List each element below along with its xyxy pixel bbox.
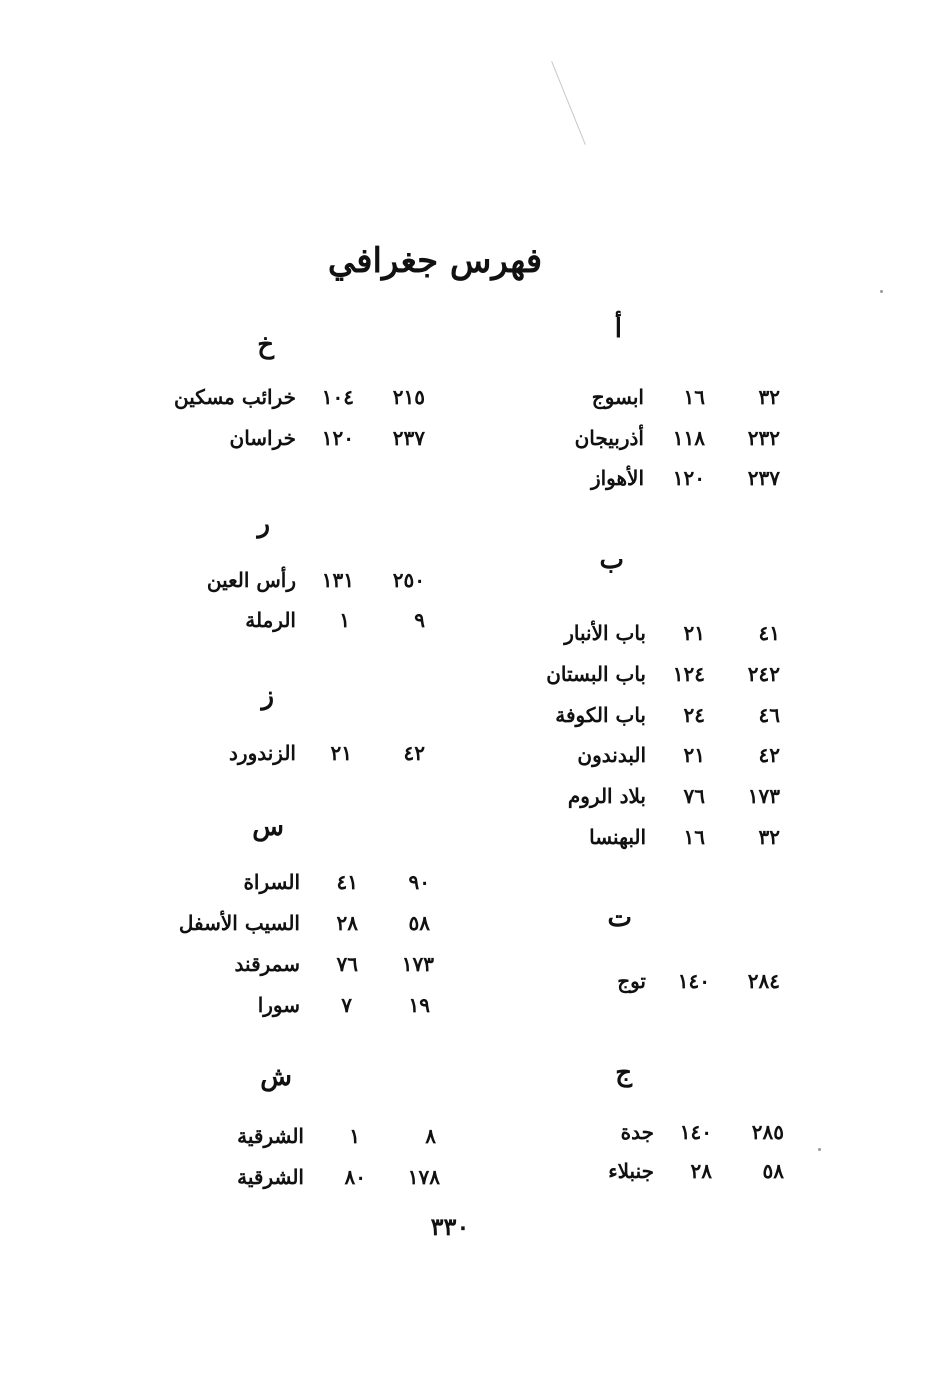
entry-page: ١٣١ [321, 568, 354, 592]
entry-name: باب البستان [546, 662, 646, 686]
entry-name: توج [617, 969, 646, 993]
entry-ref: ٤٢ [758, 743, 780, 767]
entry-name: الشرقية [237, 1124, 304, 1148]
entry-page: ٧ [341, 993, 352, 1017]
entry-name: سمرقند [234, 952, 300, 976]
entry-name: السراة [243, 870, 300, 894]
index-entry [150, 605, 470, 635]
entry-ref: ١٧٨ [407, 1165, 440, 1189]
index-entry [470, 1156, 810, 1186]
section-letter: ز [261, 681, 274, 711]
entry-ref: ٤١ [758, 621, 780, 645]
entry-ref: ٥٨ [408, 911, 430, 935]
entry-ref: ٢٣٧ [392, 426, 425, 450]
index-entry [470, 781, 810, 811]
entry-page: ٢١ [683, 743, 705, 767]
index-entry [150, 990, 470, 1020]
page-title: فهرس جغرافي [327, 240, 543, 281]
entry-name: رأس العين [206, 568, 296, 592]
entry-page: ١ [349, 1124, 360, 1148]
entry-name: الشرقية [237, 1165, 304, 1189]
section-letter: ر [257, 509, 270, 539]
entry-name: جدة [620, 1120, 654, 1144]
entry-name: الأهواز [590, 466, 644, 490]
entry-page: ١٤٠ [679, 1120, 712, 1144]
page-number: ٣٣٠ [430, 1212, 470, 1241]
index-entry [470, 700, 810, 730]
index-entry [470, 822, 810, 852]
entry-page: ٢٨ [336, 911, 358, 935]
index-entry [470, 966, 810, 996]
section-letter: ش [260, 1062, 292, 1092]
entry-ref: ٢٨٤ [747, 969, 780, 993]
index-entry [470, 1117, 810, 1147]
index-entry [470, 740, 810, 770]
index-entry [150, 738, 470, 768]
scan-dot [880, 290, 883, 293]
entry-ref: ٩ [414, 608, 425, 632]
entry-ref: ٣٢ [758, 825, 780, 849]
section-letter: ب [599, 545, 624, 575]
entry-name: باب الكوفة [555, 703, 646, 727]
entry-name: البهنسا [589, 825, 646, 849]
entry-page: ١٠٤ [321, 385, 354, 409]
scan-dot [818, 1148, 821, 1151]
entry-page: ٤١ [336, 870, 358, 894]
entry-name: باب الأنبار [564, 621, 646, 645]
index-entry [150, 1162, 470, 1192]
index-entry [470, 659, 810, 689]
entry-name: ابسوج [591, 385, 644, 409]
entry-page: ١١٨ [672, 426, 705, 450]
entry-name: البدندون [577, 743, 646, 767]
section-letter: خ [257, 330, 274, 360]
entry-ref: ٢١٥ [392, 385, 425, 409]
index-entry [150, 949, 470, 979]
entry-page: ١٢٠ [321, 426, 354, 450]
entry-ref: ١٩ [408, 993, 430, 1017]
entry-ref: ٤٦ [758, 703, 780, 727]
entry-page: ٨٠ [344, 1165, 366, 1189]
index-entry [150, 565, 470, 595]
entry-name: بلاد الروم [567, 784, 646, 808]
section-letter: ت [607, 903, 632, 933]
entry-page: ١٢٤ [672, 662, 705, 686]
entry-page: ١٢٠ [672, 466, 705, 490]
entry-ref: ١٧٣ [747, 784, 780, 808]
section-letter: أ [614, 314, 622, 344]
section-letter: س [252, 812, 284, 842]
entry-name: خراسان [229, 426, 296, 450]
index-entry [470, 463, 810, 493]
entry-name: خرائب مسكين [174, 385, 296, 409]
index-entry [470, 423, 810, 453]
index-entry [470, 618, 810, 648]
entry-ref: ١٧٣ [401, 952, 434, 976]
entry-page: ٢٤ [683, 703, 705, 727]
index-entry [150, 908, 470, 938]
entry-ref: ٩٠ [408, 870, 430, 894]
entry-page: ٢٨ [690, 1159, 712, 1183]
scan-mark [551, 61, 586, 145]
entry-page: ١ [339, 608, 350, 632]
entry-page: ١٦ [683, 825, 705, 849]
entry-ref: ٨ [425, 1124, 436, 1148]
index-entry [150, 423, 470, 453]
entry-page: ٢١ [683, 621, 705, 645]
entry-ref: ٢٥٠ [392, 568, 425, 592]
entry-ref: ٥٨ [762, 1159, 784, 1183]
entry-ref: ٤٢ [403, 741, 425, 765]
entry-ref: ٢٤٢ [747, 662, 780, 686]
entry-page: ٢١ [330, 741, 352, 765]
index-entry [150, 1121, 470, 1151]
index-entry [150, 382, 470, 412]
entry-page: ٧٦ [336, 952, 358, 976]
entry-name: أذربيجان [574, 426, 644, 450]
entry-ref: ٣٢ [758, 385, 780, 409]
entry-name: جنبلاء [608, 1159, 654, 1183]
entry-name: السيب الأسفل [178, 911, 300, 935]
entry-name: الرملة [245, 608, 296, 632]
index-entry [150, 867, 470, 897]
entry-ref: ٢٨٥ [751, 1120, 784, 1144]
entry-page: ١٤٠ [677, 969, 710, 993]
section-letter: ج [615, 1058, 632, 1088]
entry-ref: ٢٣٧ [747, 466, 780, 490]
index-entry [470, 382, 810, 412]
entry-name: سورا [257, 993, 300, 1017]
entry-page: ٧٦ [683, 784, 705, 808]
entry-page: ١٦ [683, 385, 705, 409]
entry-ref: ٢٣٢ [747, 426, 780, 450]
entry-name: الزندورد [229, 741, 296, 765]
